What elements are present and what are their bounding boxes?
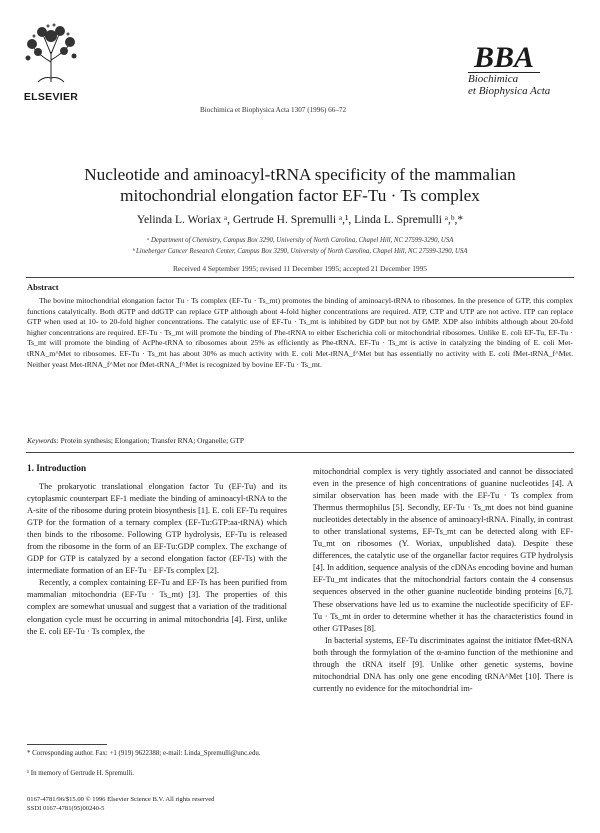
bba-logo-line1: Biochimica: [468, 73, 519, 85]
received-dates: Received 4 September 1995; revised 11 December 1995; accepted 21 December 1995: [173, 264, 427, 273]
publisher-name: ELSEVIER: [23, 91, 79, 103]
elsevier-tree-icon: [20, 22, 82, 84]
footnote-divider: [27, 744, 107, 745]
bba-logo: [468, 41, 580, 97]
keywords-list: Protein synthesis; Elongation; Transfer RNA; Organelle; GTP: [60, 436, 244, 445]
article-title: [40, 164, 560, 206]
author-list: Yelinda L. Woriax ᵃ, Gertrude H. Spremulli ᵃ,¹, Linda L. Spremulli ᵃ,ᵇ,*: [136, 214, 464, 226]
intro-paragraph-1: The prokaryotic translational elongation factor Tu (EF-Tu) and its cytoplasmic counterpart EF-1 mediate the binding of aminoacyl-tRNA to the A-site of the ribosome during protein biosynthesis [1]. E. coli EF-Tu requires GTP for the formation of a ternary complex (EF-Tu:GTP:aa-tRNA) which then binds to the ribosome. Following GTP hydrolysis, EF-Tu is released from the ribosome in the form of an EF-Tu:GDP complex. The exchange of GDP for GTP is catalyzed by a second elongation factor (EF-Ts) with the intermediate formation of an EF-Tu · EF-Ts complex [2].: [27, 482, 287, 576]
left-column: [27, 481, 287, 638]
intro-paragraph-2: Recently, a complex containing EF-Tu and EF-Ts has been purified from mammalian mitochondria (EF-Tu · Ts_mt) [3]. The properties of this complex are somewhat unusual and suggest that a variation of the traditional elongation cycle must be occurring in animal mitochondria [4]. First, unlike the E. coli EF-Tu · Ts complex, the: [27, 578, 287, 636]
keywords-label: Keywords:: [27, 436, 59, 445]
title-line-1: Nucleotide and aminoacyl-tRNA specificity of the mammalian: [84, 165, 516, 184]
bba-logo-letters: BBA: [468, 44, 540, 73]
section-heading-introduction: 1. Introduction: [27, 463, 87, 473]
divider-bottom: [26, 452, 574, 453]
divider-top: [26, 277, 574, 278]
copyright-notice: [27, 795, 289, 813]
title-line-2: mitochondrial elongation factor EF-Tu · Ts complex: [120, 186, 480, 205]
intro-paragraph-4: In bacterial systems, EF-Tu discriminates against the initiator fMet-tRNA both through the formylation of the α-amino function of the methionine and through the tRNA itself [9]. Unlike other genetic systems, bovine mitochondrial DNA has only one gene encoding tRNA^Met [10]. There is currently no evidence for the mitochondrial im-: [313, 635, 573, 693]
keywords-line: [27, 436, 573, 445]
footnote-corresponding: * Corresponding author. Fax: +1 (919) 9622388; e-mail: Linda_Spremulli@unc.edu.: [27, 750, 261, 757]
intro-paragraph-3: mitochondrial complex is very tightly associated and cannot be dissociated even in the presence of high concentrations of guanine nucleotides [4]. A similar observation has been made with the EF-Tu · Ts complex from Thermus thermophilus [5]. Secondly, EF-Tu · Ts_mt does not bind guanine nucleotides detectably in the absence of aminoacyl-tRNA. Finally, in contrast to other translational systems, EF-Ts_mt can be detected along with EF-Tu_mt on ribosomes (Y. Woriax, unpublished data). Despite these differences, the catalytic use of the organellar factor requires GTP hydrolysis [4]. In addition, sequence analysis of the cDNAs encoding bovine and human EF-Tu_mt indicates that the mitochondrial factors contain the 4 consensus sequences observed in the other guanine nucleotide binding proteins [6,7]. These observations have led us to examine the nucleotide specificity of EF-Tu · Ts_mt in order to determine whether it has the characteristics found in other GTPases [8].: [313, 467, 573, 633]
right-column: [313, 466, 573, 695]
footnote-memory: ¹ In memory of Gertrude H. Spremulli.: [27, 770, 134, 777]
journal-citation: Biochimica et Biophysica Acta 1307 (1996) 66–72: [200, 106, 347, 114]
affiliation-b: ᵇ Lineberger Cancer Research Center, Campus Box 3290, University of North Carolina, Chapel Hill, NC 27599-3290, USA: [132, 248, 468, 255]
abstract-heading: Abstract: [27, 282, 59, 292]
ssdi-line: SSDI 0167-4781(95)00240-5: [27, 805, 105, 812]
bba-logo-line2: et Biophysica Acta: [468, 85, 551, 97]
copyright-line: 0167-4781/96/$15.00 © 1996 Elsevier Science B.V. All rights reserved: [27, 796, 215, 803]
abstract-text: The bovine mitochondrial elongation factor Tu · Ts complex (EF-Tu · Ts_mt) promotes the binding of aminoacyl-tRNA to ribosomes. In the presence of GTP, this complex functions catalytically. Both dGTP and ddGTP can replace GTP although about 4-fold higher concentrations are required. ATP, CTP and UTP are not active. ITP can replace GTP when used at 10- to 20-fold higher concentrations. The catalytic use of EF-Tu · Ts_mt is inhibited by GDP but not by GMP. XDP also inhibits although about 20-fold higher concentrations are required. EF-Tu · Ts_mt will promote the binding of Phe-tRNA to either Escherichia coli or mitochondrial ribosomes. Unlike E. coli EF-Tu, EF-Tu · Ts_mt will promote the binding of AcPhe-tRNA to ribosomes about 25% as efficiently as Phe-tRNA. EF-Tu · Ts_mt is active in catalyzing the binding of E. coli Met-tRNA_m^Met to ribosomes. EF-Tu · Ts_mt has about 30% as much activity with E. coli Met-tRNA_f^Met but has essentially no activity with E. coli fMet-tRNA_f^Met. Neither yeast Met-tRNA_f^Met nor fMet-tRNA_f^Met is recognized by bovine EF-Tu · Ts_mt.: [27, 296, 573, 369]
elsevier-logo: [20, 22, 82, 103]
affiliation-a: ᵃ Department of Chemistry, Campus Box 3290, University of North Carolina, Chapel Hill, NC 27599-3290, USA: [146, 237, 454, 244]
